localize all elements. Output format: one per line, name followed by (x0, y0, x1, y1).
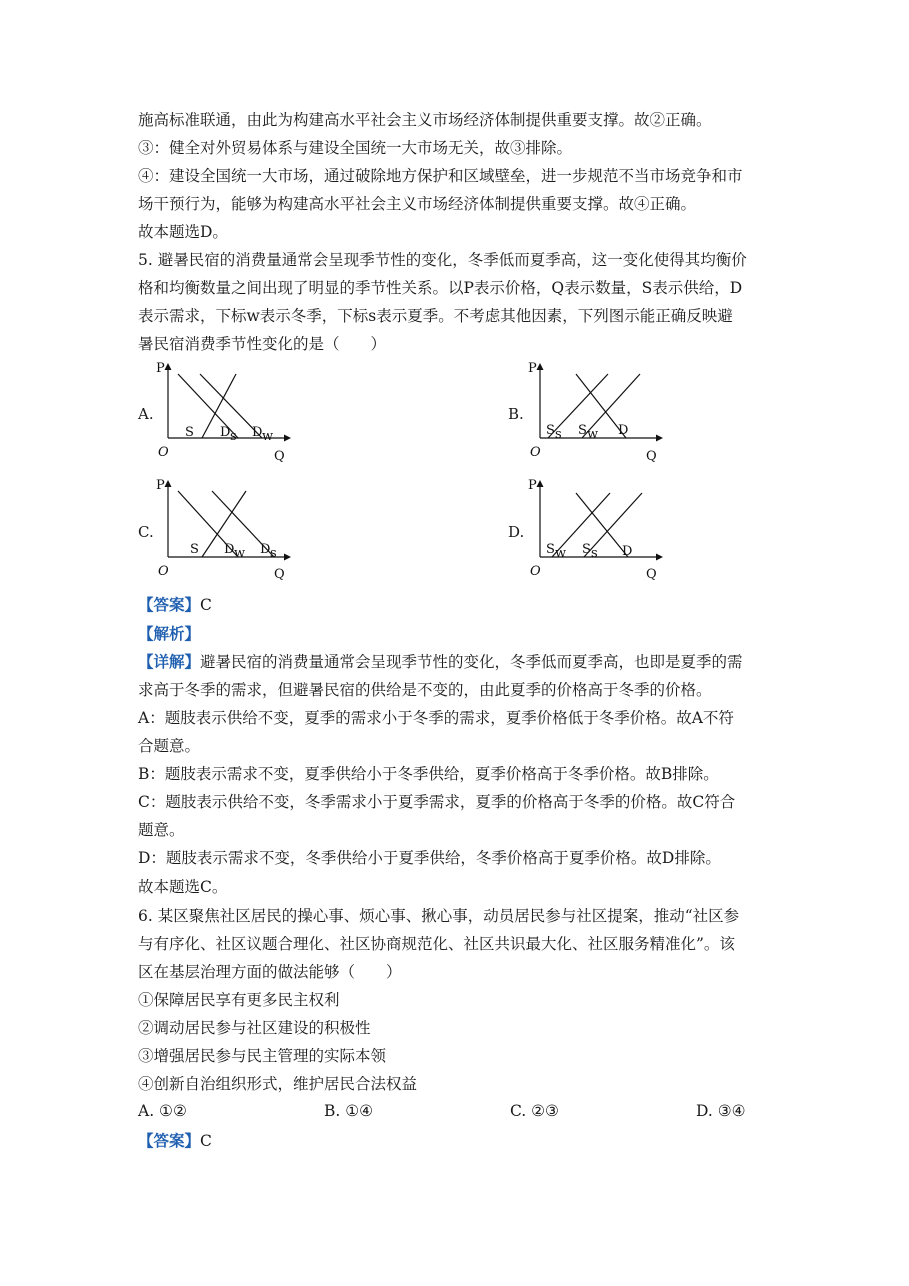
graph-b (522, 360, 672, 465)
curve-label: S (546, 423, 555, 438)
text-line: ③：健全对外贸易体系与建设全国统一大市场无关，故③排除。 (138, 139, 573, 157)
choice-d: D. ③④ (696, 1102, 746, 1120)
curve-label: D (252, 425, 263, 440)
analysis-tag: 【解析】 (138, 624, 201, 643)
curve-subscript: w (234, 546, 246, 561)
axis-q-label: Q (274, 449, 285, 464)
answer-tag: 【答案】 (138, 1131, 201, 1150)
axis-q-label: Q (274, 567, 285, 582)
question-5-stem: 5. 避暑民宿的消费量通常会呈现季节性的变化，冬季低而夏季高，这一变化使得其均衡价 (138, 251, 747, 269)
option-c-label: C. (138, 523, 154, 541)
text-line: 题意。 (138, 821, 185, 839)
answer-value: C (200, 596, 212, 614)
axis-p-label: P (156, 361, 165, 376)
answer-value: C (200, 1132, 212, 1150)
text-line: 施高标准联通，由此为构建高水平社会主义市场经济体制提供重要支撑。故②正确。 (138, 111, 712, 129)
curve-label: S (582, 542, 591, 557)
option-b-label: B. (508, 405, 524, 423)
answer-6 (138, 1131, 778, 1151)
answer-5 (138, 595, 778, 615)
axis-p-label: P (156, 478, 165, 493)
curve-subscript: s (270, 546, 277, 561)
curve-subscript: w (262, 429, 274, 444)
graph-d (522, 477, 672, 582)
text-line: B：题肢表示需求不变，夏季供给小于冬季供给，夏季价格高于冬季价格。故B排除。 (138, 765, 719, 783)
answer-tag: 【答案】 (138, 595, 201, 614)
option-d-label: D. (508, 523, 525, 541)
curve-subscript: s (230, 429, 237, 444)
statement-4: ④创新自治组织形式，维护居民合法权益 (138, 1075, 418, 1093)
text-line: ④：建设全国统一大市场，通过破除地方保护和区域壁垒，进一步规范不当市场竞争和市 (138, 167, 743, 185)
curve-label: D (220, 425, 231, 440)
curve-label: S (185, 425, 194, 440)
text-line: 故本题选D。 (138, 223, 228, 241)
text-line: 表示需求，下标w表示冬季，下标s表示夏季。不考虑其他因素，下列图示能正确反映避 (138, 307, 733, 325)
choice-b: B. ①④ (324, 1102, 374, 1120)
axis-q-label: Q (646, 449, 657, 464)
text-line: 场干预行为，能够为构建高水平社会主义市场经济体制提供重要支撑。故④正确。 (138, 195, 697, 213)
text-line: C：题肢表示供给不变，冬季需求小于夏季需求，夏季的价格高于冬季的价格。故C符合 (138, 793, 736, 811)
statement-3: ③增强居民参与民主管理的实际本领 (138, 1047, 387, 1065)
curve-label: D (618, 423, 629, 438)
question-6-stem: 6. 某区聚焦社区居民的操心事、烦心事、揪心事，动员居民参与社区提案，推动“社区参 (138, 907, 740, 925)
graph-a (150, 360, 300, 465)
axis-p-label: P (528, 361, 537, 376)
curve-label: D (224, 542, 235, 557)
curve-label: D (260, 542, 271, 557)
text-line: 合题意。 (138, 737, 201, 755)
curve-subscript: w (587, 427, 599, 442)
origin-label: O (158, 564, 169, 579)
choice-a: A. ①② (138, 1102, 187, 1120)
statement-1: ①保障居民享有更多民主权利 (138, 991, 340, 1009)
text-line: 格和均衡数量之间出现了明显的季节性关系。以P表示价格，Q表示数量，S表示供给，D (138, 279, 743, 297)
analysis-heading (138, 624, 778, 644)
text-line: 暑民宿消费季节性变化的是（ ） (138, 335, 387, 353)
statement-2: ②调动居民参与社区建设的积极性 (138, 1019, 371, 1037)
detail-tag: 【详解】 (138, 652, 201, 671)
axis-p-label: P (528, 478, 537, 493)
text-line: 求高于冬季的需求，但避暑民宿的供给是不变的，由此夏季的价格高于冬季的价格。 (138, 681, 712, 699)
origin-label: O (530, 564, 541, 579)
text-line: 与有序化、社区议题合理化、社区协商规范化、社区共识最大化、社区服务精准化”。该 (138, 935, 735, 953)
curve-subscript: w (555, 546, 567, 561)
text-line: 区在基层治理方面的做法能够（ ） (138, 963, 402, 981)
curve-subscript: s (591, 546, 598, 561)
curve-subscript: s (555, 427, 562, 442)
curve-label: S (578, 423, 587, 438)
text-line: A：题肢表示供给不变，夏季的需求小于冬季的需求，夏季价格低于冬季价格。故A不符 (138, 709, 734, 727)
graph-c (150, 477, 300, 582)
origin-label: O (158, 445, 169, 460)
detail-line (138, 652, 778, 672)
curve-label: D (622, 544, 633, 559)
curve-label: S (190, 542, 199, 557)
text-line: 故本题选C。 (138, 878, 228, 896)
curve-label: S (546, 542, 555, 557)
text-line: 避暑民宿的消费量通常会呈现季节性的变化，冬季低而夏季高，也即是夏季的需 (200, 653, 743, 671)
choice-c: C. ②③ (510, 1102, 559, 1120)
text-line: D：题肢表示需求不变，冬季供给小于夏季供给，冬季价格高于夏季价格。故D排除。 (138, 849, 721, 867)
option-a-label: A. (138, 405, 154, 423)
axis-q-label: Q (646, 567, 657, 582)
origin-label: O (530, 445, 541, 460)
